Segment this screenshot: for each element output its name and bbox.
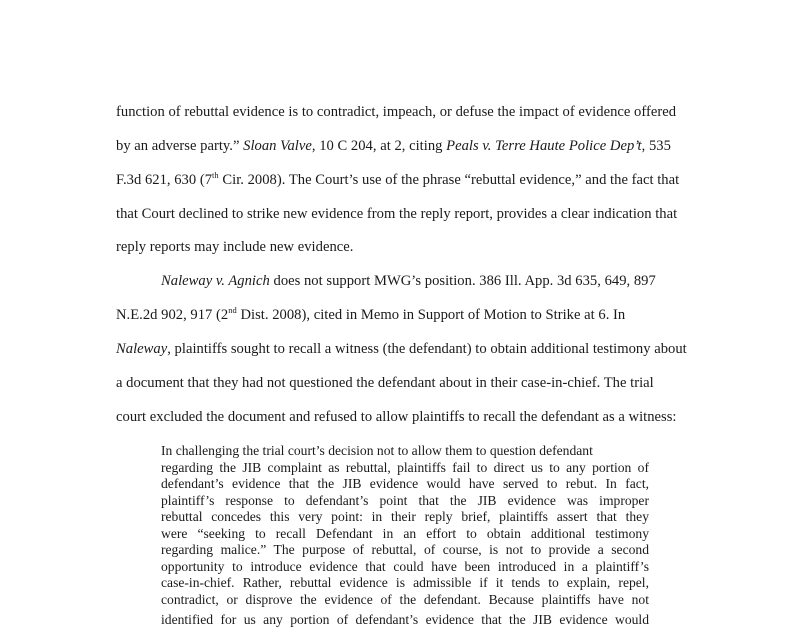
body-line: that Court declined to strike new evidence from the reply report, provides a clear indication that bbox=[116, 206, 678, 222]
quote-line: regarding the JIB complaint as rebuttal, plaintiffs fail to direct us to any portion of bbox=[161, 460, 649, 475]
case-citation: Naleway bbox=[116, 341, 168, 357]
quote-line: identified for us any portion of defendant’s evidence that the JIB evidence would bbox=[161, 612, 649, 627]
body-line: N.E.2d 902, 917 (2nd Dist. 2008), cited in Memo in Support of Motion to Strike at 6. In bbox=[116, 305, 626, 323]
case-citation: Sloan Valve bbox=[243, 138, 312, 154]
quote-line: regarding malice.” The purpose of rebuttal, of course, is not to provide a second bbox=[161, 542, 649, 557]
body-line: Naleway, plaintiffs sought to recall a witness (the defendant) to obtain additional testimony about bbox=[116, 341, 687, 357]
quote-line: plaintiff’s response to defendant’s point that the JIB evidence was improper bbox=[161, 493, 649, 508]
quote-line: contradict, or disprove the evidence of the defendant. Because plaintiffs have not bbox=[161, 592, 649, 607]
body-line: F.3d 621, 630 (7th Cir. 2008). The Court’s use of the phrase “rebuttal evidence,” and the fact that bbox=[116, 170, 680, 188]
quote-line: In challenging the trial court’s decision not to allow them to question defendant bbox=[161, 443, 593, 458]
quote-line: rebuttal concedes this very point: in their reply brief, plaintiffs assert that they bbox=[161, 509, 649, 524]
case-citation: Naleway v. Agnich bbox=[161, 273, 270, 289]
body-line: Naleway v. Agnich does not support MWG’s position. 386 Ill. App. 3d 635, 649, 897 bbox=[161, 273, 656, 289]
body-line: a document that they had not questioned the defendant about in their case-in-chief. The trial bbox=[116, 375, 654, 391]
body-line: function of rebuttal evidence is to contradict, impeach, or defuse the impact of evidence offered bbox=[116, 104, 677, 120]
body-line: by an adverse party.” Sloan Valve, 10 C 204, at 2, citing Peals v. Terre Haute Police Dep’t, 535 bbox=[116, 138, 671, 154]
body-line: court excluded the document and refused to allow plaintiffs to recall the defendant as a witness: bbox=[116, 409, 677, 425]
body-line: reply reports may include new evidence. bbox=[116, 239, 354, 255]
quote-line: opportunity to introduce evidence that could have been introduced in a plaintiff’s bbox=[161, 559, 649, 574]
quote-line: case-in-chief. Rather, rebuttal evidence is admissible if it tends to explain, repel, bbox=[161, 575, 649, 590]
case-citation: Peals v. Terre Haute Police Dep’t bbox=[446, 138, 642, 154]
quote-line: were “seeking to recall Defendant in an effort to obtain additional testimony bbox=[161, 526, 649, 541]
quote-line: defendant’s evidence that the JIB evidence would have served to rebut. In fact, bbox=[161, 476, 649, 491]
